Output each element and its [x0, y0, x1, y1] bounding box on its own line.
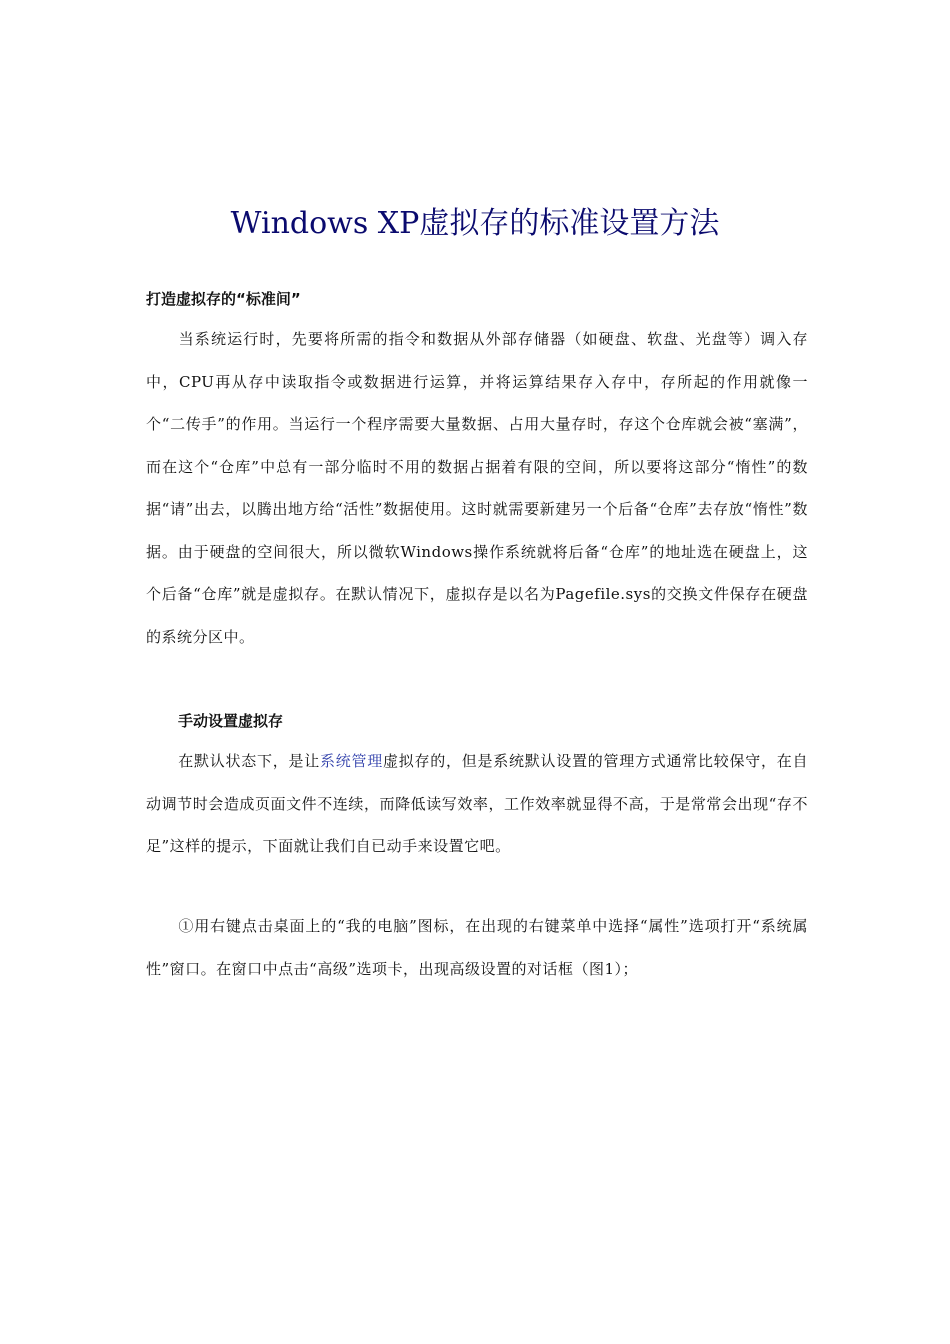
intro-paragraph [146, 318, 808, 658]
manual-setup-text-before: 在默认状态下，是让 [178, 752, 320, 770]
section-heading-manual-setup: 手动设置虚拟存 [178, 712, 284, 730]
manual-setup-paragraph [146, 740, 808, 868]
section-heading-standard-room: 打造虚拟存的“标准间” [146, 290, 301, 308]
intro-paragraph-text: 当系统运行时，先要将所需的指令和数据从外部存储器（如硬盘、软盘、光盘等）调入存中，CPU再从存中读取指令或数据进行运算，并将运算结果存入存中，存所起的作用就像一个“二传手”的作用。当运行一个程序需要大量数据、占用大量存时，存这个仓库就会被“塞满”，而在这个“仓库”中总有一部分临时不用的数据占据着有限的空间，所以要将这部分“惰性”的数据“请”出去，以腾出地方给“活性”数据使用。这时就需要新建另一个后备“仓库”去存放“惰性”数据。由于硬盘的空间很大，所以微软Windows操作系统就将后备“仓库”的地址选在硬盘上，这个后备“仓库”就是虚拟存。在默认情况下，虚拟存是以名为Pagefile.sys的交换文件保存在硬盘的系统分区中。 [146, 330, 808, 646]
manual-setup-text-after: 虚拟存的，但是系统默认设置的管理方式通常比较保守，在自动调节时会造成页面文件不连续，而降低读写效率，工作效率就显得不高，于是常常会出现“存不足”这样的提示，下面就让我们自已动手来设置它吧。 [146, 752, 808, 855]
step-1-paragraph [146, 905, 808, 990]
step-1-text: ①用右键点击桌面上的“我的电脑”图标，在出现的右键菜单中选择“属性”选项打开“系统属性”窗口。在窗口中点击“高级”选项卡，出现高级设置的对话框（图1）； [146, 917, 808, 978]
document-title: Windows XP虚拟存的标准设置方法 [230, 206, 720, 241]
system-management-link[interactable]: 系统管理 [320, 752, 383, 770]
